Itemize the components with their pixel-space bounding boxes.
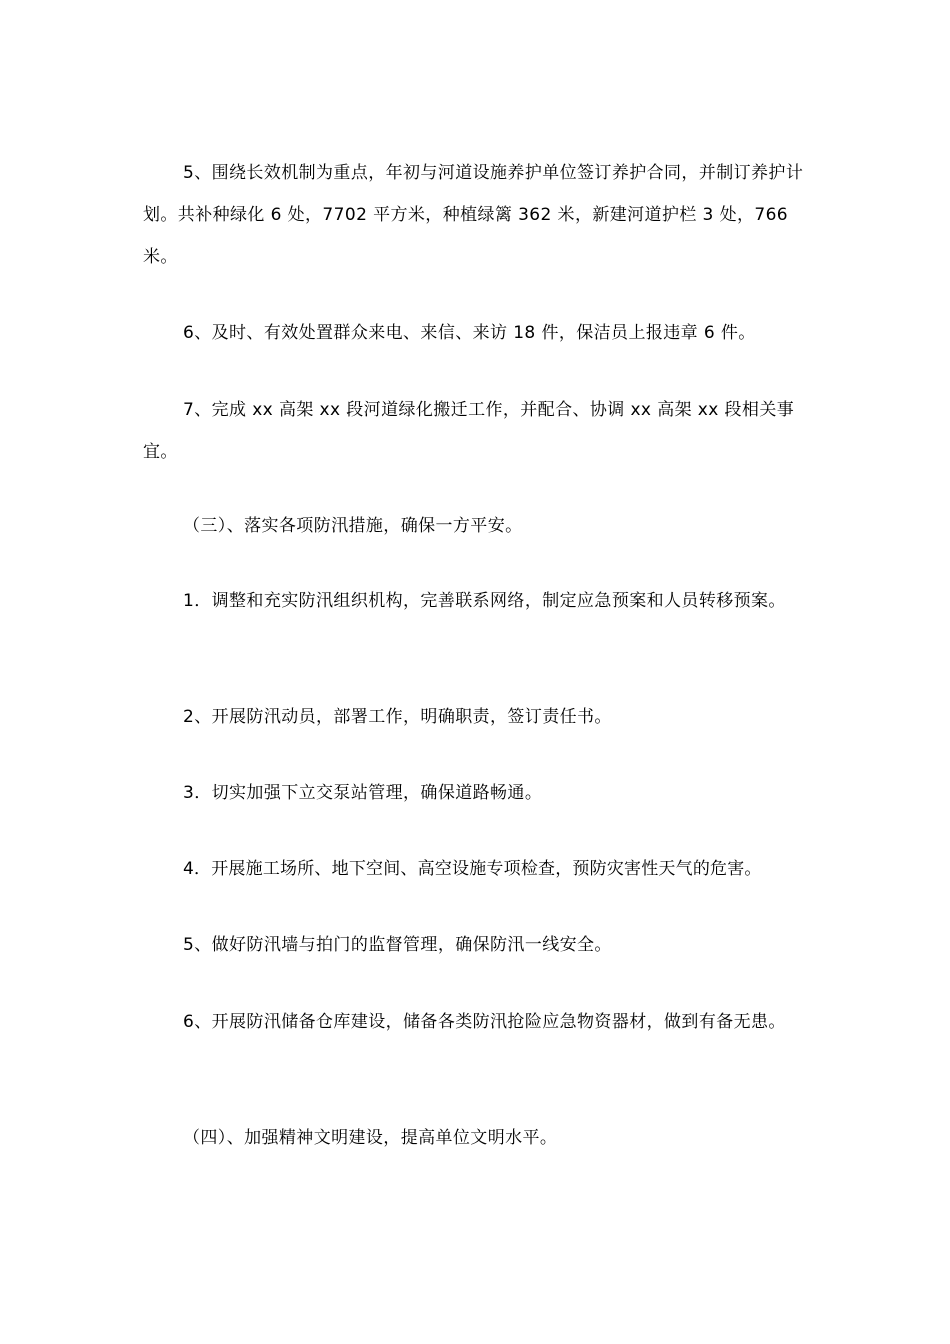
paragraph-item-1-organization: 1．调整和充实防汛组织机构，完善联系网络，制定应急预案和人员转移预案。 [183, 591, 786, 611]
paragraph-item-2-mobilization: 2、开展防汛动员，部署工作，明确职责，签订责任书。 [183, 707, 612, 727]
paragraph-item-5-maintenance: 5、围绕长效机制为重点，年初与河道设施养护单位签订养护合同，并制订养护计划。共补种绿化 6 处，7702 平方米，种植绿篱 362 米，新建河道护栏 3 处，766 米。 [143, 163, 804, 267]
paragraph-item-6-complaints: 6、及时、有效处置群众来电、来信、来访 18 件，保洁员上报违章 6 件。 [183, 323, 756, 343]
paragraph-item-5-flood-wall: 5、做好防汛墙与拍门的监督管理，确保防汛一线安全。 [183, 935, 612, 955]
section-heading-4-civilization: （四）、加强精神文明建设，提高单位文明水平。 [183, 1128, 558, 1148]
paragraph-item-7-relocation: 7、完成 xx 高架 xx 段河道绿化搬迁工作，并配合、协调 xx 高架 xx 段相关事宜。 [143, 400, 795, 462]
paragraph-item-4-inspection: 4．开展施工场所、地下空间、高空设施专项检查，预防灾害性天气的危害。 [183, 859, 762, 879]
paragraph-item-6-warehouse: 6、开展防汛储备仓库建设，储备各类防汛抢险应急物资器材，做到有备无患。 [183, 1012, 786, 1032]
section-heading-3-flood-control: （三）、落实各项防汛措施，确保一方平安。 [183, 516, 523, 536]
paragraph-item-3-pump-station: 3．切实加强下立交泵站管理，确保道路畅通。 [183, 783, 543, 803]
